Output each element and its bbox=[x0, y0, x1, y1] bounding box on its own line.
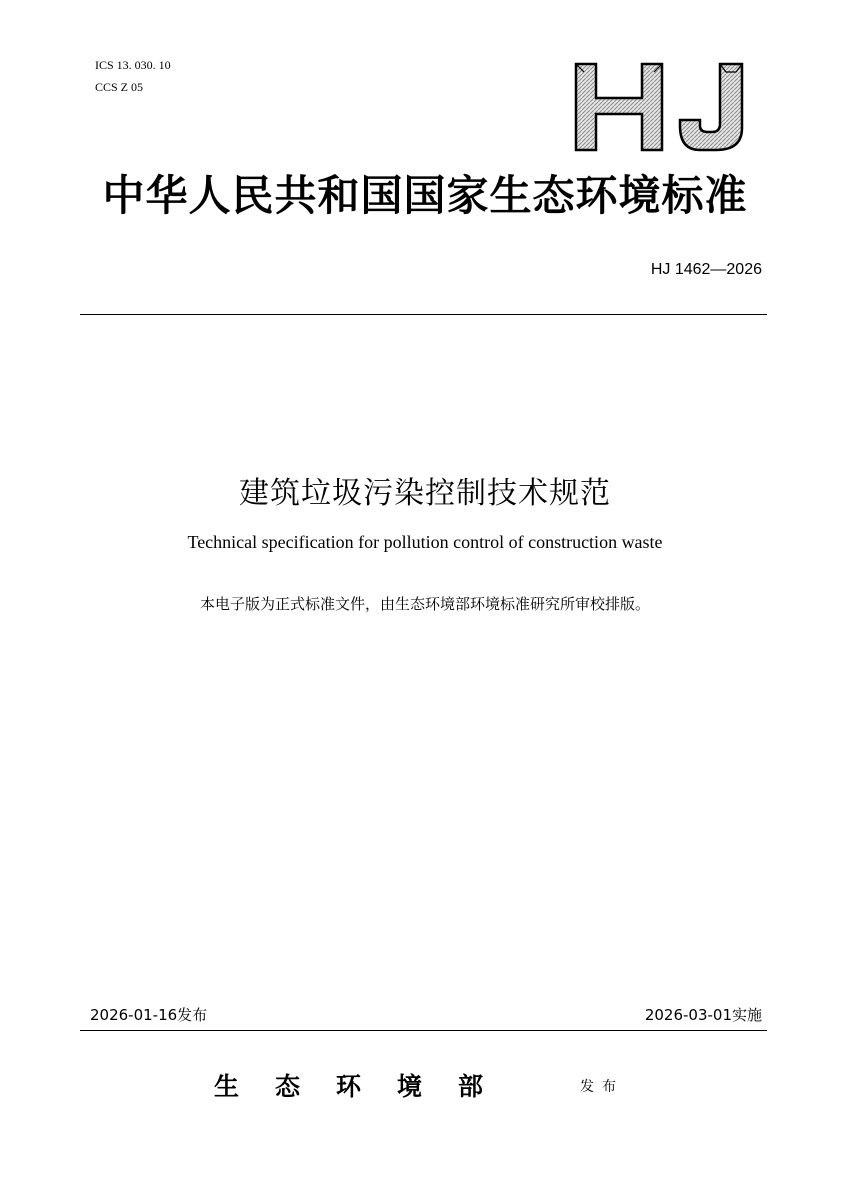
standard-number: HJ 1462—2026 bbox=[650, 261, 762, 278]
issue-date: 2026-01-16发布 bbox=[90, 1006, 208, 1024]
hj-logo bbox=[574, 62, 746, 152]
publish-label: 发布 bbox=[580, 1079, 624, 1095]
ccs-code: CCS Z 05 bbox=[95, 80, 144, 94]
edition-notice: 本电子版为正式标准文件，由生态环境部环境标准研究所审校排版。 bbox=[199, 595, 650, 613]
ics-code: ICS 13. 030. 10 bbox=[95, 58, 171, 72]
organization-title: 中华人民共和国国家生态环境标准 bbox=[102, 171, 748, 220]
document-title-en: Technical specification for pollution control of construction waste bbox=[187, 532, 663, 552]
bottom-divider bbox=[80, 1030, 767, 1031]
implementation-date: 2026-03-01实施 bbox=[644, 1006, 762, 1024]
publisher-name: 生态环境部 bbox=[214, 1072, 520, 1101]
top-divider bbox=[80, 314, 767, 315]
document-title-cn: 建筑垃圾污染控制技术规范 bbox=[239, 476, 611, 511]
